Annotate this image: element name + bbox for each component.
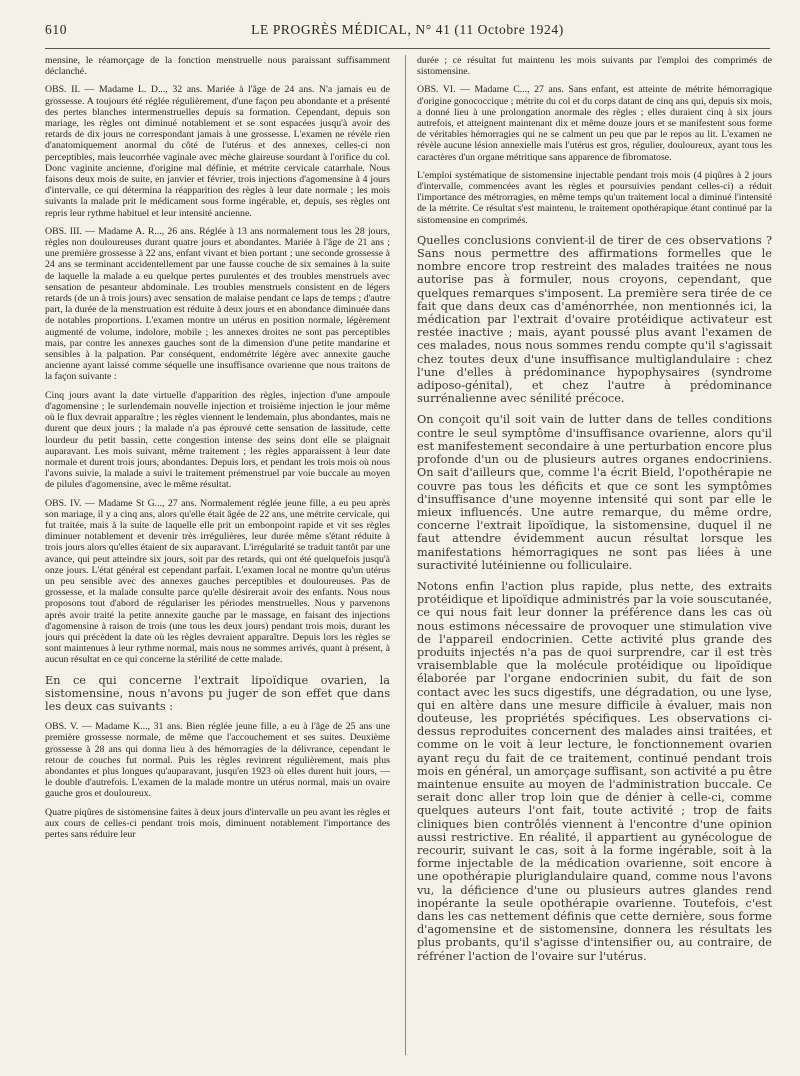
observation-3: OBS. III. — Madame A. R..., 26 ans. Réglée à 13 ans normalement tous les 28 jours, règles non douloureuses durant quatre jours et abondantes. Mariée à l'âge de 21 ans ; une première grossesse à 22 ans, enfant vivant et bien portant ; une seconde grossesse à 24 ans se terminant accidentellement par une fausse couche de six semaines à la suite de laquelle la malade a eu quelque pertes purulentes et des troubles menstruels avec sensation de pesanteur abdominale. Les troubles menstruels consistent en de légers retards (de un à trois jours) avec sensation de malaise pendant ce laps de temps ; d'autre part, la durée de la menstruation est réduite à deux jours et en abondance diminuée dans de notables proportions. L'examen montre un utérus en position normale, légèrement augmenté de volume, indolore, mobile ; les annexes droites ne sont pas perceptibles mais, par contre les annexes gauches sont de la dimension d'une petite mandarine et sensibles à la palpation. Par conséquent, endométrite légère avec annexite gauche ancienne ayant laissé comme séquelle une insuffisance ovarienne que nous traitons de la façon suivante : [45,225,390,383]
journal-title: LE PROGRÈS MÉDICAL, N° 41 (11 Octobre 1924) [251,22,564,37]
left-column [45,55,390,1065]
right-column [417,55,772,1065]
observation-2: OBS. II. — Madame L. D..., 32 ans. Mariée à l'âge de 24 ans. N'a jamais eu de grossesse. A toujours été réglée régulièrement, d'une façon peu abondante et a présenté des pertes blanches intermenstruelles depuis sa formation. Cependant, depuis son mariage, les règles ont diminué notablement et se sont espacées jusqu'à avoir des retards de dix jours ne correspondant jamais à une grossesse. L'examen ne révèle rien d'anatomiquement anormal du côté de l'utérus et des annexes, celles-ci non perceptibles, mais leucorrhée vaginale avec mèche glaireuse sourdant à l'orifice du col. Donc vaginite ancienne, d'origine mal définie, et métrite cervicale catarrhale. Nous faisons deux mois de suite, en janvier et février, trois injections d'agomensine à 4 jours d'intervalle, ce qui détermina la réapparition des règles à leur date normale ; les mois suivants la malade prit le médicament sous forme ingérable, et, depuis, ses règles ont repris leur rythme habituel et leur intensité ancienne. [45,84,390,219]
text-columns [45,55,770,1065]
observation-6-continued: L'emploi systématique de sistomensine injectable pendant trois mois (4 piqûres à 2 jours d'intervalle, commencées avant les règles et poursuivies pendant celles-ci) a réduit l'importance des métrorragies, en même temps qu'un traitement local a diminué l'intensité de la métrite. Ce résultat s'est maintenu, le traitement opothérapique étant continué par la sistomensine en comprimés. [417,169,772,226]
observation-5-continued: Quatre piqûres de sistomensine faites à deux jours d'intervalle un peu avant les règles et aux cours de celles-ci pendant trois mois, diminuent notablement l'importance des pertes sans réduire leur [45,806,390,840]
body-paragraph-sistomensine: En ce qui concerne l'extrait lipoïdique ovarien, la sistomensine, nous n'avons pu juger de son effet que dans les deux cas suivants : [45,673,390,713]
body-paragraph-conditions: On conçoit qu'il soit vain de lutter dans de telles conditions contre le seul symptôme d'insuffisance ovarienne, alors qu'il est manifestement secondaire à une perturbation encore plus profonde d'un ou de plusieurs autres organes endocriniens. On sait d'ailleurs que, comme l'a écrit Bield, l'opothérapie ne couvre pas tous les déficits et que ce sont les symptômes d'insuffisance d'une moyenne intensité qui sont par elle le mieux influencés. Une autre remarque, du même ordre, concerne l'extrait lipoïdique, la sistomensine, duquel il ne faut attendre évidemment aucun résultat lorsque les manifestations hémorragiques ne sont pas liées à une suractivité lutéinienne ou folliculaire. [417,413,772,572]
paragraph-continuation: mensine, le réamorçage de la fonction menstruelle nous paraissant suffisamment déclanché. [45,55,390,78]
observation-4: OBS. IV. — Madame St G..., 27 ans. Normalement réglée jeune fille, a eu peu après son mariage, il y a cinq ans, alors qu'elle était âgée de 22 ans, une métrite cervicale, qui fut traitée, mais à la suite de laquelle elle prit un embonpoint rapide et vit ses règles diminuer notablement et devenir très irrégulières, leur durée même s'étant réduite à trois jours alors qu'elles étaient de six auparavant. L'irrégularité se traduit tantôt par une avance, qui peut atteindre six jours, soit par des retards, qui ont été quelquefois jusqu'à onze jours. L'état général est cependant parfait. L'examen local ne montre qu'un utérus un peu sensible avec des annexes gauches perceptibles et douloureuses. Pas de grossesse, et la malade consulte parce qu'elle désirerait avoir des enfants. Nous nous proposons tout d'abord de régulariser les périodes menstruelles. Nous y parvenons après avoir traité la petite annexite gauche par le massage, en faisant des injections d'agomensine à raison de trois (une tous les deux jours) pendant trois mois, durant les jours qui précèdent la date où les règles devraient apparaître. Depuis lors les règles se sont maintenues à leur rythme normal, mais nous ne sommes arrivés, quant à présent, à aucun résultat en ce qui concerne la stérilité de cette malade. [45,497,390,666]
column-divider [405,55,406,1055]
paragraph-continuation-right: durée ; ce résultat fut maintenu les mois suivants par l'emploi des comprimés de sistomensine. [417,55,772,78]
body-paragraph-conclusions: Quelles conclusions convient-il de tirer de ces observations ? Sans nous permettre des affirmations formelles que le nombre encore trop restreint des malades traitées ne nous autorise pas à formuler, nous croyons, cependant, que quelques remarques s'imposent. La première sera tirée de ce fait que dans deux cas d'aménorrhée, non mentionnés ici, la médication par l'extrait d'ovaire protéidique activateur est restée inactive ; mais, ayant poussé plus avant l'examen de ces malades, nous nous sommes rendu compte qu'il s'agissait chez toutes deux d'une insuffisance multiglandulaire : chez l'une d'elles à prédominance hypophysaires (syndrome adiposo-génital), et chez l'autre à prédominance surrénalienne avec sénilité précoce. [417,233,772,406]
header-rule [45,48,770,49]
observation-5: OBS. V. — Madame K..., 31 ans. Bien réglée jeune fille, a eu à l'âge de 25 ans une première grossesse normale, de même que l'accouchement et ses suites. Deuxième grossesse à 28 ans qui donna lieu à des hémorragies de la délivrance, cependant le retour de couches fut normal. Puis les règles revinrent régulièrement, mais plus abondantes et plus longues qu'auparavant, jusqu'en 1923 où elles durent huit jours, — le double d'autrefois. L'examen de la malade montre un utérus normal, mais un ovaire gauche gros et douloureux. [45,721,390,800]
page-number: 610 [45,22,68,37]
page-header [45,22,770,44]
observation-6: OBS. VI. — Madame C..., 27 ans. Sans enfant, est atteinte de métrite hémorragique d'origine gonococcique ; métrite du col et du corps datant de cinq ans qui, depuis six mois, a donné lieu à une prolongation anormale des règles ; elles duraient cinq à six jours autrefois, et atteignent maintenant dix et même douze jours et se manifestent sous forme de véritables hémorragies qui ne se calment un peu que par le repos au lit. L'examen ne révèle aucune lésion annexielle mais l'utérus est gros, régulier, douloureux, ayant tous les caractères d'un organe métritique sans apparence de fibromatose. [417,84,772,163]
observation-3-continued: Cinq jours avant la date virtuelle d'apparition des règles, injection d'une ampoule d'agomensine ; le surlendemain nouvelle injection et troisième injection le jour même où le flux devrait apparaître ; les règles viennent le lendemain, plus abondantes, mais ne durent que deux jours ; la malade n'a pas éprouvé cette sensation de lassitude, cette lourdeur du petit bassin, cette congestion intense des seins dont elle se plaignait auparavant. Les mois suivant, même traitement ; les règles apparaissent à leur date normale et durent trois jours, abondantes. Depuis lors, et pendant les trois mois où nous l'avons suivie, la malade a suivi le traitement prémenstruel par voie buccale au moyen de pilules d'agomensine, avec le même résultat. [45,389,390,491]
body-paragraph-notons: Notons enfin l'action plus rapide, plus nette, des extraits protéidique et lipoïdique administrés par la voie souscutanée, ce qui nous fait leur donner la préférence dans les cas où nous estimons nécessaire de provoquer une stimulation vive de l'appareil endocrinien. Cette activité plus grande des produits injectés n'a pas de quoi surprendre, car il est très vraisemblable que la molécule protéidique ou lipoïdique élaborée par l'organe endocrinien subit, du fait de son contact avec les sucs digestifs, une dégradation, ou une lyse, qui en altère dans une mesure difficile à évaluer, mais non douteuse, les propriétés spécifiques. Les observations ci-dessus reproduites concernent des malades ainsi traitées, et comme on le voit à leur lecture, le fonctionnement ovarien ayant reçu du fait de ce traitement, continué pendant trois mois en général, un amorçage suffisant, son activité a pu être maintenue ensuite au moyen de l'administration buccale. Ce serait donc aller trop loin que de dénier à celle-ci, comme quelques auteurs l'ont fait, toute activité ; trop de faits cliniques bien contrôlés viennent à l'encontre d'une opinion aussi restrictive. En réalité, il appartient au gynécologue de recourir, suivant le cas, soit à la forme ingérable, soit à la forme injectable de la médication ovarienne, soit encore à une opothérapie pluriglandulaire quand, comme nous l'avons vu, la déficience d'une ou plusieurs autres glandes rend inopérante la seule opothérapie ovarienne. Toutefois, c'est dans les cas nettement définis que cette dernière, sous forme d'agomensine et de sistomensine, donnera les résultats les plus probants, qu'il s'agisse d'intensifier ou, au contraire, de réfréner l'action de l'ovaire sur l'utérus. [417,579,772,963]
